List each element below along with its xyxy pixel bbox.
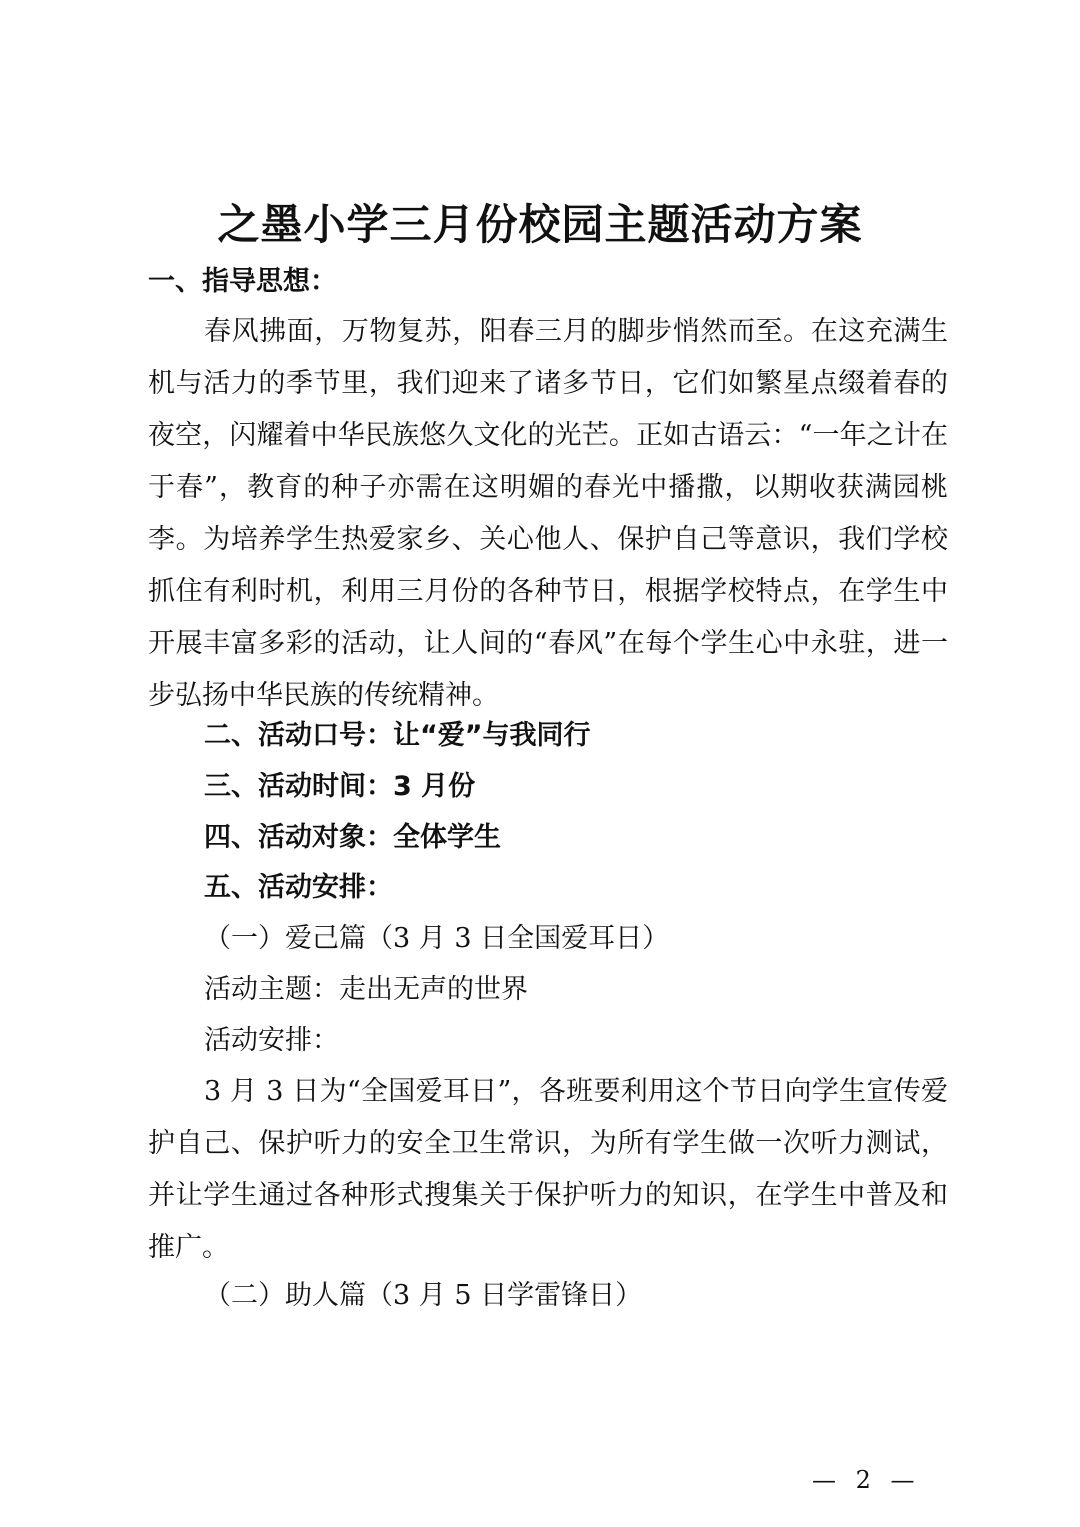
part1-arrangement-label: 活动安排： (204, 1025, 339, 1056)
arrangement-heading: 五、活动安排： (204, 872, 393, 903)
section-heading-guiding-ideology: 一、指导思想： (148, 266, 337, 297)
time-line: 三、活动时间：3 月份 (204, 771, 476, 802)
guiding-paragraph: 春风拂面，万物复苏，阳春三月的脚步悄然而至。在这充满生机与活力的季节里，我们迎来了诸多节日，它们如繁星点缀着春的夜空，闪耀着中华民族悠久文化的光芒。正如古语云：“一年之计在于春”，教育的种子亦需在这明媚的春光中播撒，以期收获满园桃李。为培养学生热爱家乡、关心他人、保护自己等意识，我们学校抓住有利时机，利用三月份的各种节日，根据学校特点，在学生中开展丰富多彩的活动，让人间的“春风”在每个学生心中永驻，进一步弘扬中华民族的传统精神。 (148, 316, 948, 711)
part1-paragraph: 3 月 3 日为“全国爱耳日”，各班要利用这个节日向学生宣传爱护自己、保护听力的安全卫生常识，为所有学生做一次听力测试，并让学生通过各种形式搜集关于保护听力的知识，在学生中普及和推广。 (148, 1076, 948, 1263)
part2-heading: （二）助人篇（3 月 5 日学雷锋日） (204, 1280, 643, 1311)
page-number: — 2 — (812, 1466, 921, 1494)
document-title: 之墨小学三月份校园主题活动方案 (217, 200, 863, 249)
target-line: 四、活动对象：全体学生 (204, 822, 501, 853)
part1-theme: 活动主题：走出无声的世界 (204, 974, 528, 1005)
slogan-line: 二、活动口号：让“爱”与我同行 (204, 720, 591, 751)
part1-heading: （一）爱己篇（3 月 3 日全国爱耳日） (204, 923, 670, 954)
